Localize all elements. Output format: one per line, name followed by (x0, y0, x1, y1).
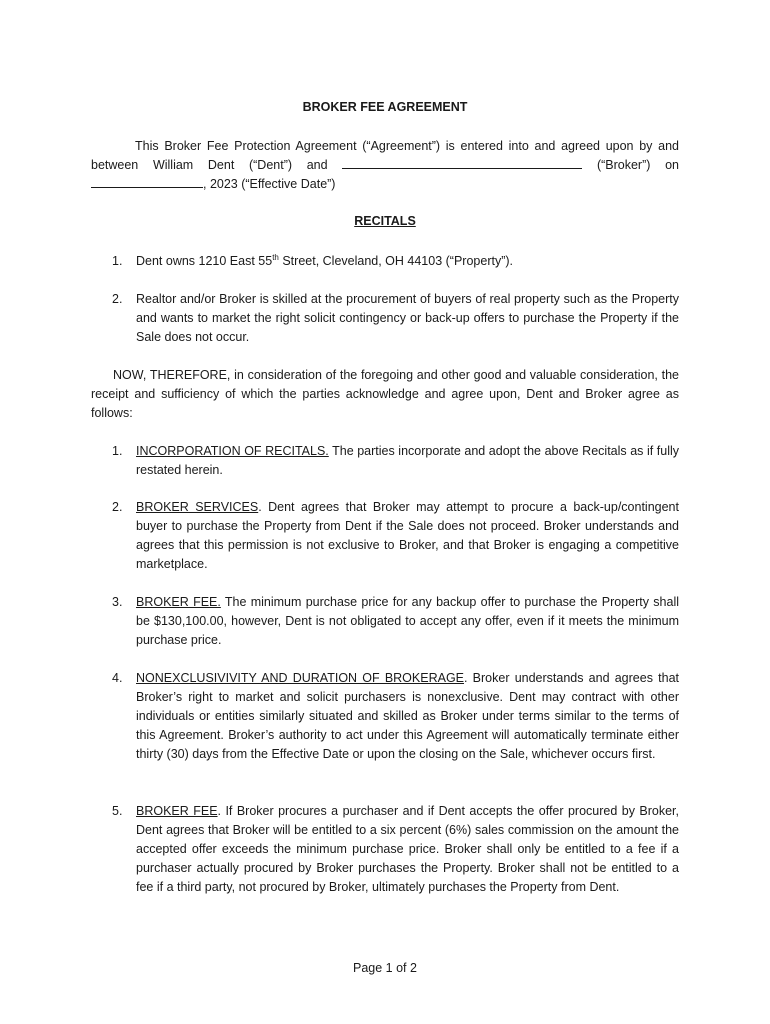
clause-text: The minimum purchase price for any backup offer to purchase the Property shall be $130,100.00, however, Dent is not obligated to accept any offer, even if it meets the minimum purchase price. (136, 595, 680, 647)
broker-name-blank (342, 156, 582, 169)
clause-item-1 (112, 442, 679, 480)
clause-number: 4. (112, 671, 123, 685)
clause-body (136, 442, 679, 480)
clause-number: 3. (112, 595, 123, 609)
document-title: BROKER FEE AGREEMENT (302, 100, 468, 114)
clause-body (136, 669, 679, 764)
clause-item-5 (112, 802, 679, 897)
clause-body (136, 593, 679, 650)
clause-heading: INCORPORATION OF RECITALS. (136, 444, 329, 458)
clause-text: . Dent agrees that Broker may attempt to procure a back-up/contingent buyer to purchase the Property from Dent if the Sale does not proceed. Broker understands and agrees that this permission is not exclusive to Broker, and that Broker is engaging a competitive marketplace. (136, 500, 679, 571)
clause-heading: NONEXCLUSIVIVITY AND DURATION OF BROKERAGE (136, 671, 465, 685)
clause-text: . Broker understands and agrees that Broker’s right to market and solicit purchasers is nonexclusive. Dent may contract with other individuals or entities similarly situated and skilled as Broker under terms similar to the terms of this Agreement. Broker’s authority to act under this Agreement will automatically terminate either thirty (30) days from the Effective Date or upon the closing on the Sale, whichever occurs first. (136, 671, 679, 761)
clause-text: . If Broker procures a purchaser and if Dent accepts the offer procured by Broker, Dent agrees that Broker will be entitled to a six percent (6%) sales commission on the amount the accepted offer exceeds the minimum purchase price. Broker shall only be entitled to a fee if a purchaser actually procured by Broker purchases the Property. Broker shall not be entitled to a fee if a third party, not procured by Broker, ultimately purchases the Property from Dent. (136, 804, 679, 894)
clause-number: 1. (112, 444, 123, 458)
intro-text-1: This Broker Fee Protection Agreement (“Agreement”) is entered into and agreed upon by and between William Dent (“Dent”) and (91, 139, 679, 172)
clause-item-3 (112, 593, 679, 650)
recital-item-2 (112, 290, 679, 347)
clause-item-2 (112, 498, 679, 574)
clause-text: The parties incorporate and adopt the above Recitals as if fully restated herein. (136, 444, 679, 477)
clause-heading: BROKER SERVICES (136, 500, 259, 514)
clause-item-4 (112, 669, 679, 764)
intro-text-2: (“Broker”) on (596, 158, 679, 172)
page-number: Page 1 of 2 (353, 961, 417, 975)
clause-number: 2. (112, 500, 123, 514)
clause-heading: BROKER FEE. (136, 595, 221, 609)
recital-text: Dent owns 1210 East 55 (136, 254, 273, 268)
recital-body: Realtor and/or Broker is skilled at the procurement of buyers of real property such as the Property and wants to market the right solicit contingency or back-up offers to purchase the Property if the Sale does not occur. (136, 292, 679, 344)
clause-body (136, 498, 679, 574)
recital-number: 2. (112, 292, 123, 306)
recital-superscript: th (272, 252, 279, 262)
now-therefore-paragraph: NOW, THEREFORE, in consideration of the foregoing and other good and valuable consideration, the receipt and sufficiency of which the parties acknowledge and agree upon, Dent and Broker agree as follows: (91, 368, 679, 420)
clause-number: 5. (112, 804, 123, 818)
recital-item-1 (112, 252, 679, 271)
clause-heading: BROKER FEE (136, 804, 218, 818)
recital-body (136, 252, 679, 271)
recitals-heading: RECITALS (354, 214, 416, 228)
clause-body (136, 802, 679, 897)
recital-text-end: Street, Cleveland, OH 44103 (“Property”). (278, 254, 513, 268)
intro-text-3: , 2023 (“Effective Date”) (203, 177, 336, 191)
date-blank (91, 175, 203, 188)
intro-paragraph (91, 137, 679, 194)
recital-number: 1. (112, 254, 123, 268)
